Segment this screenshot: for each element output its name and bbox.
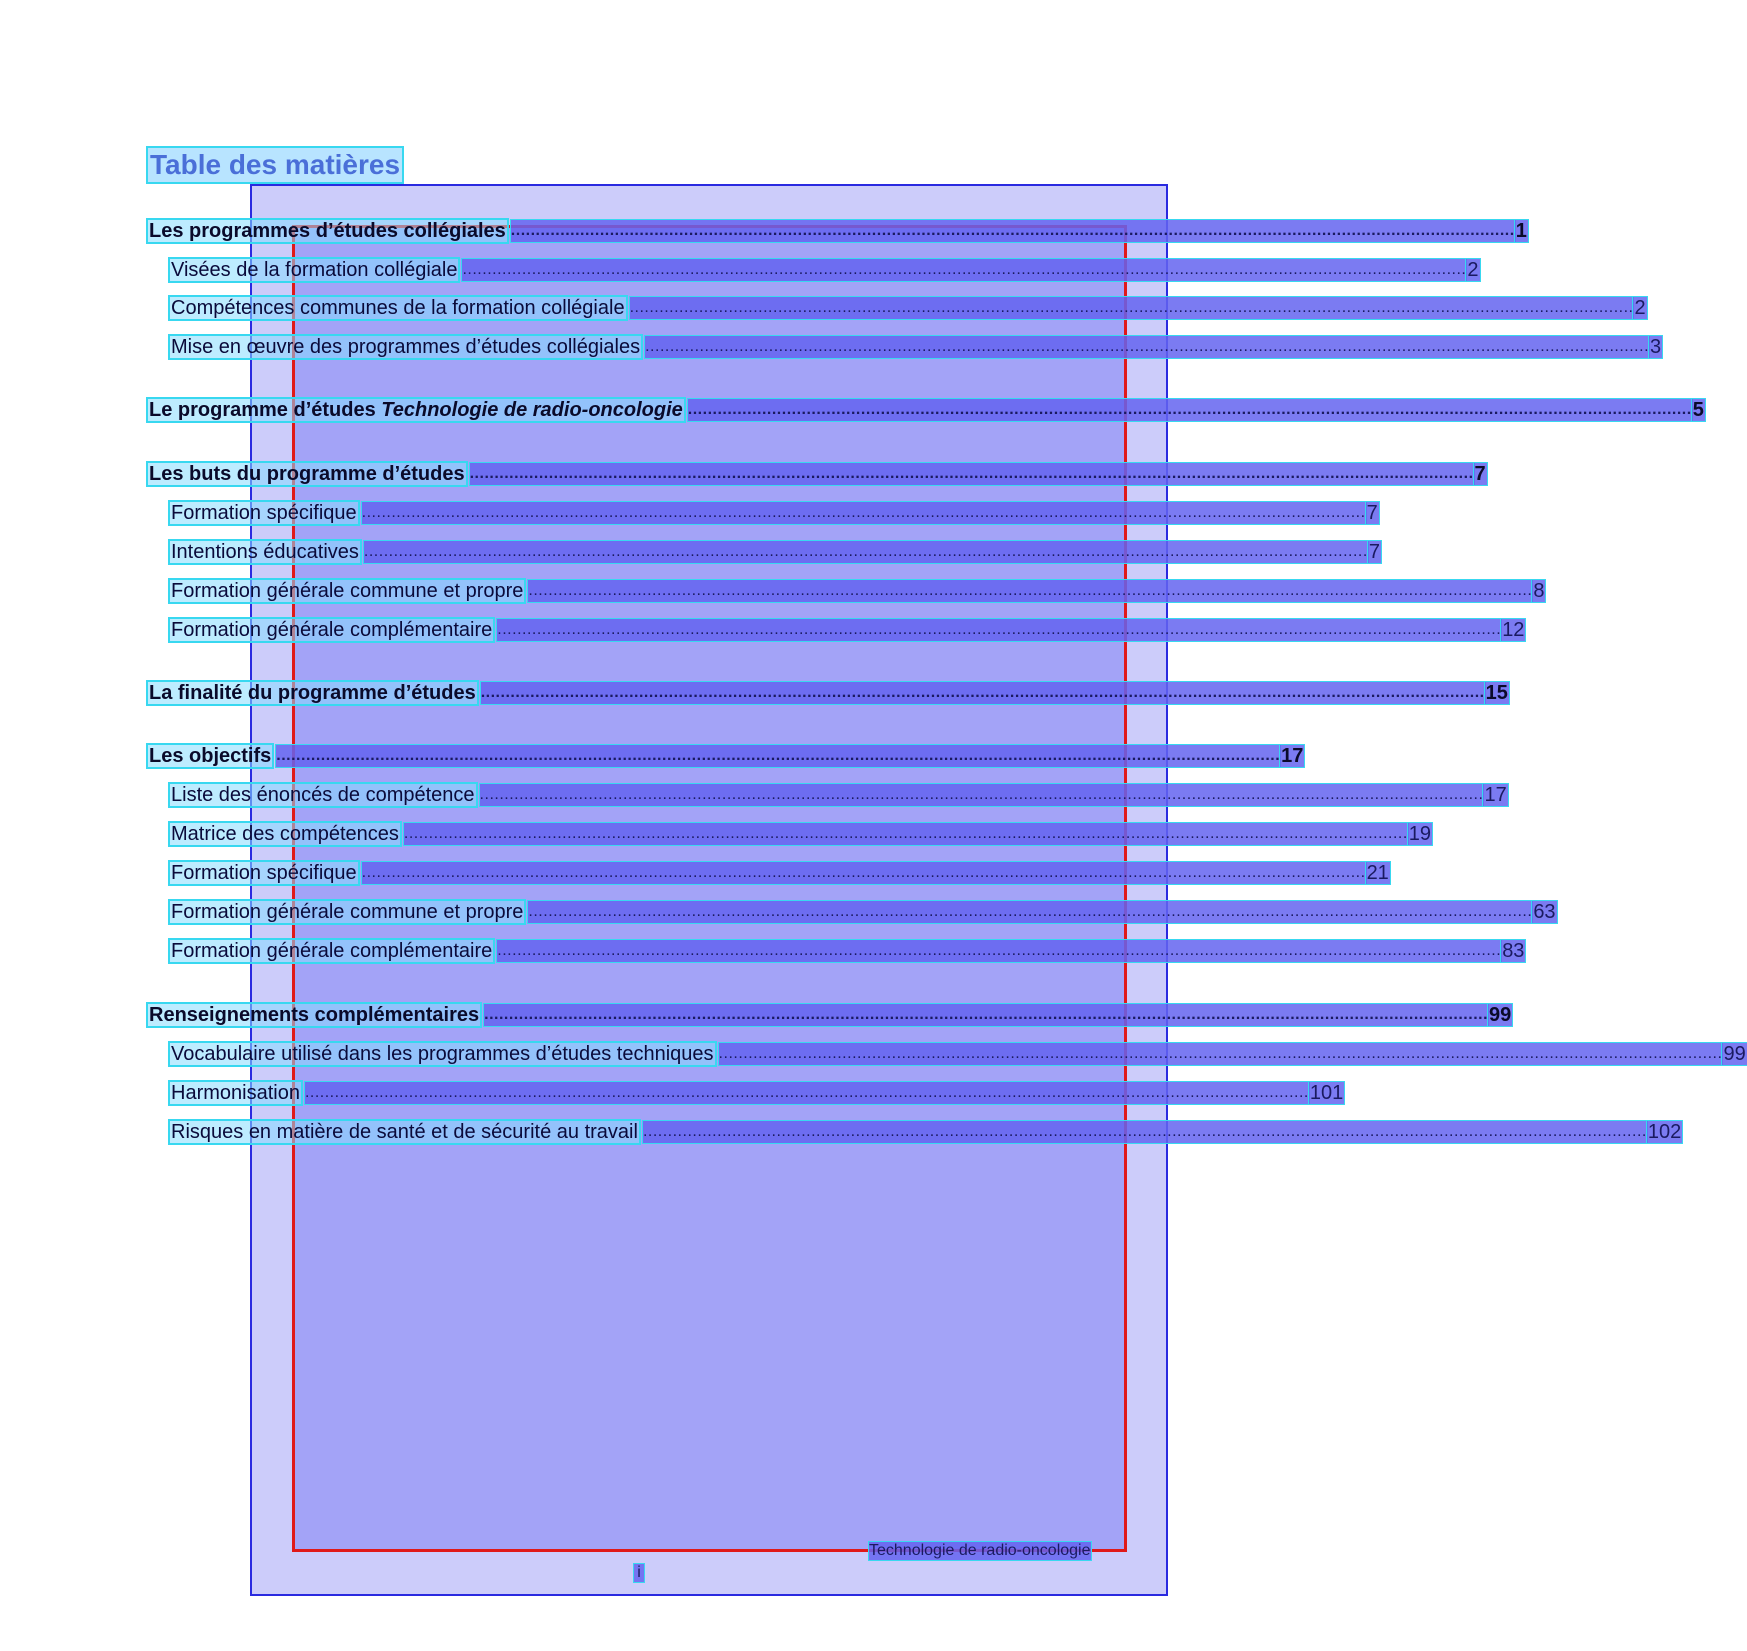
toc-entry[interactable] <box>148 463 1486 485</box>
toc-leader-dots: ........................................................................................................................................................................................................... <box>643 1121 1647 1143</box>
toc-leader-dots: ........................................................................................................................................................................................................... <box>362 502 1366 524</box>
toc-entry[interactable] <box>170 823 1432 845</box>
toc-entry-label: Mise en œuvre des programmes d’études collégiales <box>171 336 641 358</box>
page-region-inner <box>292 225 1127 1552</box>
toc-leader-dots: ........................................................................................................................................................................................................... <box>364 541 1368 563</box>
toc-entry-label: Formation générale commune et propre <box>171 580 524 602</box>
toc-entry[interactable] <box>170 940 1525 962</box>
toc-entry-label: Matrice des compétences <box>171 823 399 845</box>
toc-entry[interactable] <box>170 1082 1344 1104</box>
toc-page-number: 5 <box>1692 399 1704 421</box>
toc-page-number: 21 <box>1366 862 1389 884</box>
toc-page-number: 17 <box>1281 745 1304 767</box>
toc-leader-dots: ........................................................................................................................................................................................................... <box>688 399 1692 421</box>
toc-entry-label: Vocabulaire utilisé dans les programmes d’études techniques <box>171 1043 714 1065</box>
toc-leader-dots: ........................................................................................................................................................................................................... <box>484 1004 1488 1026</box>
toc-entry-label <box>148 399 684 421</box>
toc-entry[interactable] <box>148 1004 1512 1026</box>
toc-entry[interactable] <box>170 541 1380 563</box>
toc-leader-dots: ........................................................................................................................................................................................................... <box>470 463 1474 485</box>
toc-entry-label: Liste des énoncés de compétence <box>171 784 475 806</box>
toc-entry-label: Renseignements complémentaires <box>149 1004 480 1026</box>
toc-leader-dots: ........................................................................................................................................................................................................... <box>719 1043 1723 1065</box>
toc-leader-dots: ........................................................................................................................................................................................................... <box>497 940 1501 962</box>
toc-leader-dots: ........................................................................................................................................................................................................... <box>481 682 1485 704</box>
toc-page-number: 2 <box>1634 297 1646 319</box>
toc-entry-label: Formation générale commune et propre <box>171 901 524 923</box>
toc-entry-label: Compétences communes de la formation collégiale <box>171 297 625 319</box>
toc-entry[interactable] <box>170 580 1545 602</box>
toc-entry-label-italic: Technologie de radio-oncologie <box>381 399 683 421</box>
page-title: Table des matières <box>150 149 401 180</box>
toc-page-number: 2 <box>1467 259 1479 281</box>
toc-leader-dots: ........................................................................................................................................................................................................... <box>480 784 1484 806</box>
toc-entry[interactable] <box>170 502 1378 524</box>
toc-leader-dots: ........................................................................................................................................................................................................... <box>497 619 1501 641</box>
toc-page-number: 15 <box>1485 682 1508 704</box>
toc-entry-label: Les programmes d’études collégiales <box>149 220 506 242</box>
toc-entry-label: Formation générale complémentaire <box>171 619 493 641</box>
toc-entry[interactable] <box>148 399 1704 421</box>
toc-page-number: 19 <box>1408 823 1432 845</box>
toc-leader-dots: ........................................................................................................................................................................................................... <box>305 1082 1309 1104</box>
toc-leader-dots: ........................................................................................................................................................................................................... <box>362 862 1366 884</box>
toc-entry[interactable] <box>148 220 1527 242</box>
toc-leader-dots: ........................................................................................................................................................................................................... <box>276 745 1280 767</box>
toc-entry[interactable] <box>170 259 1479 281</box>
toc-page-number: 83 <box>1502 940 1525 962</box>
toc-entry-label: Visées de la formation collégiale <box>171 259 458 281</box>
toc-page-number: 99 <box>1489 1004 1512 1026</box>
toc-entry[interactable] <box>170 1121 1682 1143</box>
toc-leader-dots: ........................................................................................................................................................................................................... <box>630 297 1634 319</box>
toc-entry[interactable] <box>148 682 1508 704</box>
toc-page-number: 8 <box>1533 580 1545 602</box>
toc-entry-label: Intentions éducatives <box>171 541 359 563</box>
toc-entry-label: Formation spécifique <box>171 502 357 524</box>
toc-entry[interactable] <box>170 862 1389 884</box>
toc-page-number: 1 <box>1515 220 1527 242</box>
toc-page-number: 7 <box>1366 502 1378 524</box>
toc-entry-label: Les buts du programme d’études <box>149 463 465 485</box>
toc-entry-label: Formation spécifique <box>171 862 357 884</box>
toc-page-number: 7 <box>1474 463 1486 485</box>
toc-entry[interactable] <box>170 784 1507 806</box>
toc-page-number: 3 <box>1650 336 1662 358</box>
toc-page-number: 63 <box>1533 901 1556 923</box>
toc-entry[interactable] <box>170 1043 1746 1065</box>
toc-entry-label: La finalité du programme d’études <box>149 682 476 704</box>
toc-entry[interactable] <box>170 901 1556 923</box>
toc-page-number: 17 <box>1484 784 1507 806</box>
toc-entry-label: Harmonisation <box>171 1082 300 1104</box>
toc-leader-dots: ........................................................................................................................................................................................................... <box>528 580 1532 602</box>
toc-entry[interactable] <box>148 745 1304 767</box>
toc-entry[interactable] <box>170 297 1646 319</box>
toc-leader-dots: ........................................................................................................................................................................................................... <box>404 823 1408 845</box>
toc-page-number: 12 <box>1502 619 1525 641</box>
toc-page-number: 102 <box>1647 1121 1682 1143</box>
toc-entry-label: Formation générale complémentaire <box>171 940 493 962</box>
toc-leader-dots: ........................................................................................................................................................................................................... <box>511 220 1515 242</box>
toc-page-number: 99 <box>1723 1043 1746 1065</box>
toc-page-number: 7 <box>1368 541 1380 563</box>
toc-entry[interactable] <box>170 619 1525 641</box>
footer-page-number: i <box>634 1564 644 1582</box>
toc-entry-label: Risques en matière de santé et de sécurité au travail <box>171 1121 638 1143</box>
toc-leader-dots: ........................................................................................................................................................................................................... <box>462 259 1466 281</box>
toc-page-number: 101 <box>1309 1082 1344 1104</box>
toc-entry-label: Les objectifs <box>149 745 272 767</box>
toc-entry-label-prefix: Le programme d’études <box>149 399 382 421</box>
toc-leader-dots: ........................................................................................................................................................................................................... <box>645 336 1649 358</box>
toc-leader-dots: ........................................................................................................................................................................................................... <box>528 901 1532 923</box>
toc-entry[interactable] <box>170 336 1662 358</box>
footer-program-name: Technologie de radio-oncologie <box>869 1542 1091 1559</box>
